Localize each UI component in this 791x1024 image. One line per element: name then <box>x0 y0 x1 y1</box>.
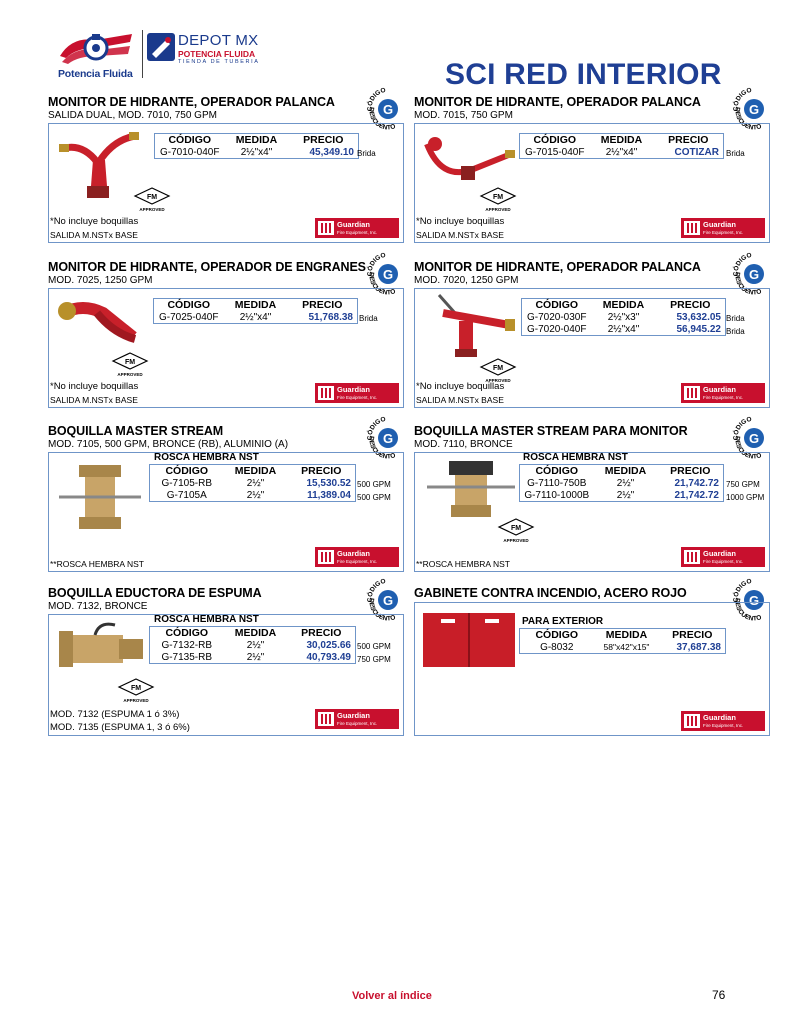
guardian-logo <box>315 383 399 403</box>
fm-approved-icon <box>131 186 173 214</box>
col-codigo: CÓDIGO <box>533 134 577 147</box>
row-note: Brida <box>726 149 745 158</box>
codigo: G-7110-1000B <box>524 489 590 501</box>
medida: 2½" <box>616 489 635 501</box>
col-precio: PRECIO <box>670 299 711 312</box>
guardian-logo <box>315 218 399 238</box>
nozzle-image <box>421 457 521 521</box>
col-codigo: CÓDIGO <box>535 465 579 478</box>
table-row <box>154 312 358 324</box>
note-line: *No incluye boquillas <box>50 216 139 227</box>
price-table <box>153 298 358 324</box>
precio: 15,530.52 <box>306 478 351 489</box>
header-logos <box>52 26 272 84</box>
precio: 56,945.22 <box>676 323 721 335</box>
codigo: G-7020-040F <box>527 323 587 335</box>
table-row <box>520 642 726 654</box>
hydrant-monitor-image <box>53 126 143 202</box>
back-to-index-link[interactable]: Volver al índice <box>352 990 432 1002</box>
precio: 21,742.72 <box>674 489 719 501</box>
col-codigo: CÓDIGO <box>167 299 211 312</box>
product-box <box>414 452 770 572</box>
section-subtitle: SALIDA DUAL, MOD. 7010, 750 GPM <box>48 110 217 121</box>
table-subhead: ROSCA HEMBRA NST <box>154 614 259 625</box>
col-medida: MEDIDA <box>234 299 277 312</box>
col-medida: MEDIDA <box>600 134 643 147</box>
table-row <box>155 147 359 159</box>
row-note: 1000 GPM <box>726 493 765 502</box>
col-medida: MEDIDA <box>234 465 277 478</box>
row-note: Brida <box>357 149 376 158</box>
section-title: BOQUILLA MASTER STREAM PARA MONITOR <box>414 424 688 438</box>
col-codigo: CÓDIGO <box>168 134 212 147</box>
codigo: G-7105-RB <box>161 478 213 489</box>
col-codigo: CÓDIGO <box>165 465 209 478</box>
table-row <box>520 147 724 159</box>
section-subtitle: MOD. 7105, 500 GPM, BRONCE (RB), ALUMINIO (A) <box>48 439 289 450</box>
product-section <box>414 260 770 410</box>
codigo: G-7132-RB <box>161 640 213 651</box>
codigo: G-7135-RB <box>161 651 213 663</box>
row-note: 750 GPM <box>357 655 391 664</box>
price-table <box>519 628 726 654</box>
row-note: 750 GPM <box>726 480 760 489</box>
medida: 2½"x3" <box>607 312 640 323</box>
medida: 2½"x4" <box>607 323 640 335</box>
product-section <box>414 424 770 574</box>
fire-cabinet-image <box>421 611 517 669</box>
section-title: GABINETE CONTRA INCENDIO, ACERO ROJO <box>414 586 687 600</box>
product-section <box>48 424 404 574</box>
section-title: MONITOR DE HIDRANTE, OPERADOR PALANCA <box>414 260 701 274</box>
note-line: SALIDA M.NSTx BASE <box>50 395 138 405</box>
medida: 2½"x4" <box>605 146 638 158</box>
precio: 30,025.66 <box>306 640 351 651</box>
col-codigo: CÓDIGO <box>535 629 579 642</box>
medida: 2½"x4" <box>240 146 273 158</box>
guardian-logo <box>315 547 399 567</box>
col-precio: PRECIO <box>303 134 344 147</box>
col-precio: PRECIO <box>301 465 342 478</box>
table-row <box>520 478 724 490</box>
medida: 2½" <box>246 640 265 651</box>
col-medida: MEDIDA <box>602 299 645 312</box>
fm-approved-icon <box>495 517 537 545</box>
precio: 40,793.49 <box>306 651 351 663</box>
col-codigo: CÓDIGO <box>535 299 579 312</box>
section-title: MONITOR DE HIDRANTE, OPERADOR PALANCA <box>48 95 335 109</box>
section-title: BOQUILLA EDUCTORA DE ESPUMA <box>48 586 262 600</box>
table-row <box>522 324 726 336</box>
product-section <box>48 586 404 738</box>
fm-approved-icon <box>115 677 157 705</box>
medida: 2½"x4" <box>239 311 272 323</box>
foam-eductor-image <box>55 621 147 679</box>
row-note: 500 GPM <box>357 642 391 651</box>
section-subtitle: MOD. 7020, 1250 GPM <box>414 275 519 286</box>
table-row <box>150 478 356 490</box>
row-note: 500 GPM <box>357 493 391 502</box>
col-precio: PRECIO <box>672 629 713 642</box>
table-subhead: ROSCA HEMBRA NST <box>154 452 259 463</box>
guardian-logo <box>681 218 765 238</box>
codigo: G-7105A <box>166 489 207 501</box>
note-line: MOD. 7132 (ESPUMA 1 ó 3%) <box>50 709 180 720</box>
table-row <box>520 490 724 502</box>
precio: 21,742.72 <box>674 478 719 489</box>
note-line: SALIDA M.NSTx BASE <box>416 230 504 240</box>
hydrant-monitor-image <box>53 293 145 353</box>
note-line: *No incluye boquillas <box>416 381 505 392</box>
hydrant-monitor-image <box>421 130 517 190</box>
section-subtitle: MOD. 7132, BRONCE <box>48 601 148 612</box>
price-table <box>149 626 356 664</box>
price-table <box>519 133 724 159</box>
precio: COTIZAR <box>674 146 719 158</box>
product-box <box>414 288 770 408</box>
logo2-name: DEPOT MX <box>178 32 259 49</box>
note-line: MOD. 7135 (ESPUMA 1, 3 ó 6%) <box>50 722 190 733</box>
product-section <box>414 586 770 738</box>
medida: 58"x42"x15" <box>603 642 650 653</box>
product-box <box>48 123 404 243</box>
note-line: **ROSCA HEMBRA NST <box>50 559 144 569</box>
col-codigo: CÓDIGO <box>165 627 209 640</box>
section-title: MONITOR DE HIDRANTE, OPERADOR PALANCA <box>414 95 701 109</box>
col-medida: MEDIDA <box>234 627 277 640</box>
guardian-logo <box>315 709 399 729</box>
product-box <box>414 123 770 243</box>
note-line: *No incluye boquillas <box>50 381 139 392</box>
section-subtitle: MOD. 7025, 1250 GPM <box>48 275 153 286</box>
row-note: 500 GPM <box>357 480 391 489</box>
row-note: Brida <box>726 327 745 336</box>
price-table <box>519 464 724 502</box>
price-table <box>521 298 726 336</box>
logo-divider <box>142 30 143 78</box>
table-row <box>522 312 726 324</box>
precio: 11,389.04 <box>307 489 351 501</box>
codigo: G-7020-030F <box>527 312 587 323</box>
product-section <box>414 95 770 245</box>
guardian-logo <box>681 711 765 731</box>
guardian-logo <box>681 547 765 567</box>
product-box <box>414 602 770 736</box>
note-line: SALIDA M.NSTx BASE <box>416 395 504 405</box>
price-table <box>149 464 356 502</box>
table-row <box>150 490 356 502</box>
col-medida: MEDIDA <box>235 134 278 147</box>
col-precio: PRECIO <box>670 465 711 478</box>
logo2-tagline: TIENDA DE TUBERIA <box>178 59 260 65</box>
section-title: MONITOR DE HIDRANTE, OPERADOR DE ENGRANES <box>48 260 366 274</box>
medida: 2½" <box>246 651 265 663</box>
col-medida: MEDIDA <box>605 629 648 642</box>
row-note: Brida <box>359 314 378 323</box>
fm-approved-icon <box>109 351 151 379</box>
codigo: G-7110-750B <box>527 478 587 489</box>
product-section <box>48 95 404 245</box>
logo1-name: Potencia Fluida <box>58 68 133 80</box>
col-precio: PRECIO <box>302 299 343 312</box>
depot-mx-icon <box>146 32 176 62</box>
product-box <box>48 288 404 408</box>
note-line: **ROSCA HEMBRA NST <box>416 559 510 569</box>
price-table <box>154 133 359 159</box>
product-box <box>48 614 404 736</box>
codigo: G-7025-040F <box>159 311 219 323</box>
nozzle-image <box>55 461 145 533</box>
col-precio: PRECIO <box>668 134 709 147</box>
col-medida: MEDIDA <box>604 465 647 478</box>
table-row <box>150 652 356 664</box>
note-line: SALIDA M.NSTx BASE <box>50 230 138 240</box>
fm-approved-icon <box>477 186 519 214</box>
page-number: 76 <box>712 988 726 1002</box>
section-title: BOQUILLA MASTER STREAM <box>48 424 224 438</box>
logo2-subtitle: POTENCIA FLUIDA <box>178 49 256 59</box>
medida: 2½" <box>616 478 635 489</box>
precio: 45,349.10 <box>309 146 354 158</box>
section-subtitle: MOD. 7110, BRONCE <box>414 439 513 450</box>
hydrant-monitor-image <box>419 291 519 359</box>
table-row <box>150 640 356 652</box>
medida: 2½" <box>246 489 265 501</box>
section-subtitle: MOD. 7015, 750 GPM <box>414 110 513 121</box>
product-box <box>48 452 404 572</box>
precio: 53,632.05 <box>676 312 721 323</box>
col-precio: PRECIO <box>301 627 342 640</box>
precio: 37,687.38 <box>676 641 721 653</box>
table-subhead: PARA EXTERIOR <box>522 616 604 627</box>
note-line: *No incluye boquillas <box>416 216 505 227</box>
page-title: SCI RED INTERIOR <box>445 58 722 91</box>
codigo: G-7010-040F <box>160 146 220 158</box>
medida: 2½" <box>246 478 265 489</box>
codigo: G-7015-040F <box>525 146 585 158</box>
codigo: G-8032 <box>540 641 574 653</box>
guardian-logo <box>681 383 765 403</box>
product-section <box>48 260 404 410</box>
table-subhead: ROSCA HEMBRA NST <box>523 452 628 463</box>
precio: 51,768.38 <box>308 311 353 323</box>
row-note: Brida <box>726 314 745 323</box>
